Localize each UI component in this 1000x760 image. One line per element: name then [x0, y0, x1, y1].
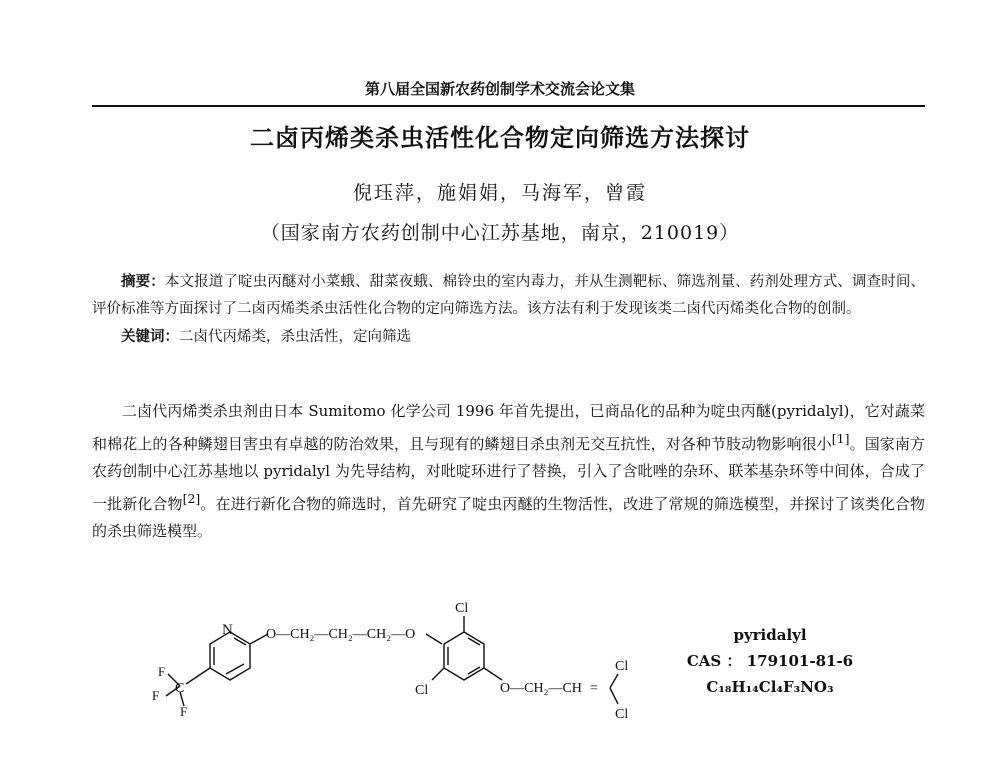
- cas-line: [650, 648, 890, 674]
- keywords-text: 二卤代丙烯类，杀虫活性，定向筛选: [179, 329, 411, 345]
- paper-title: 二卤丙烯类杀虫活性化合物定向筛选方法探讨: [250, 124, 750, 152]
- abstract-label: 摘要：: [121, 273, 165, 290]
- carbon-label: C: [175, 681, 185, 696]
- citation-ref-2: [2]: [182, 491, 201, 506]
- header-rule: [92, 105, 925, 107]
- body-paragraph: [92, 398, 925, 545]
- ether-chain-right: O—CH₂—CH: [500, 681, 582, 696]
- abstract-paragraph: [92, 268, 925, 323]
- keywords-line: [92, 323, 925, 351]
- citation-ref-1: [1]: [831, 431, 850, 446]
- double-bond-symbol: =: [590, 681, 598, 696]
- abstract: [92, 268, 925, 351]
- chlorine-label-top: Cl: [455, 601, 469, 616]
- author-list: 倪珏萍，施娟娟，马海军，曾霞: [352, 182, 647, 204]
- pyridine-nitrogen-label: N: [222, 622, 233, 638]
- pyridalyl-structure-diagram: [140, 592, 680, 732]
- keywords-label: 关键词：: [121, 328, 179, 345]
- author-affiliation: （国家南方农药创制中心江苏基地，南京，210019）: [260, 222, 740, 244]
- ether-chain-left: O—CH₂—CH₂—CH₂—O: [266, 627, 416, 642]
- fluorine-label-3: F: [180, 704, 188, 719]
- pyridine-ring: [210, 632, 250, 680]
- body-text-part3: 。在进行新化合物的筛选时，首先研究了啶虫丙醚的生物活性，改进了常规的筛选模型，并探讨了该类化合物的杀虫筛选模型。: [92, 495, 925, 540]
- chlorine-label-terminal-1: Cl: [615, 659, 629, 674]
- chlorine-label-terminal-2: Cl: [615, 707, 629, 722]
- running-header: 第八届全国新农药创制学术交流会论文集: [364, 80, 635, 98]
- chlorine-label-left: Cl: [415, 683, 429, 698]
- cas-number: 179101-81-6: [746, 652, 854, 670]
- fluorine-label-2: F: [152, 688, 160, 703]
- compound-info: [650, 622, 890, 700]
- benzene-ring: [444, 632, 484, 680]
- compound-name: pyridalyl: [733, 626, 807, 644]
- body-text: [92, 398, 925, 545]
- fluorine-label-1: F: [158, 664, 166, 679]
- molecular-formula: C₁₈H₁₄Cl₄F₃NO₃: [706, 678, 834, 696]
- body-text-part1: 二卤代丙烯类杀虫剂由日本 Sumitomo 化学公司 1996 年首先提出，已商品化的品种为啶虫丙醚(pyridalyl)，它对蔬菜和棉花上的各种鳞翅目害虫有卓越的防治效果，且与现有的鳞翅目杀虫剂无交互抗性，对各种节肢动物影响很小: [92, 402, 925, 453]
- body-text-part2: 。国家南方农药创制中心江苏基地以 pyridalyl 为先导结构，对吡啶环进行了替换，引入了含吡唑的杂环、联苯基杂环等中间体，合成了一批新化合物: [92, 435, 925, 513]
- cas-label: CAS ：: [686, 652, 742, 670]
- abstract-text: 本文报道了啶虫丙醚对小菜蛾、甜菜夜蛾、棉铃虫的室内毒力，并从生测靶标、筛选剂量、药剂处理方式、调查时间、评价标准等方面探讨了二卤丙烯类杀虫活性化合物的定向筛选方法。该方法有利于发现该类二卤代丙烯类化合物的创制。: [92, 274, 926, 317]
